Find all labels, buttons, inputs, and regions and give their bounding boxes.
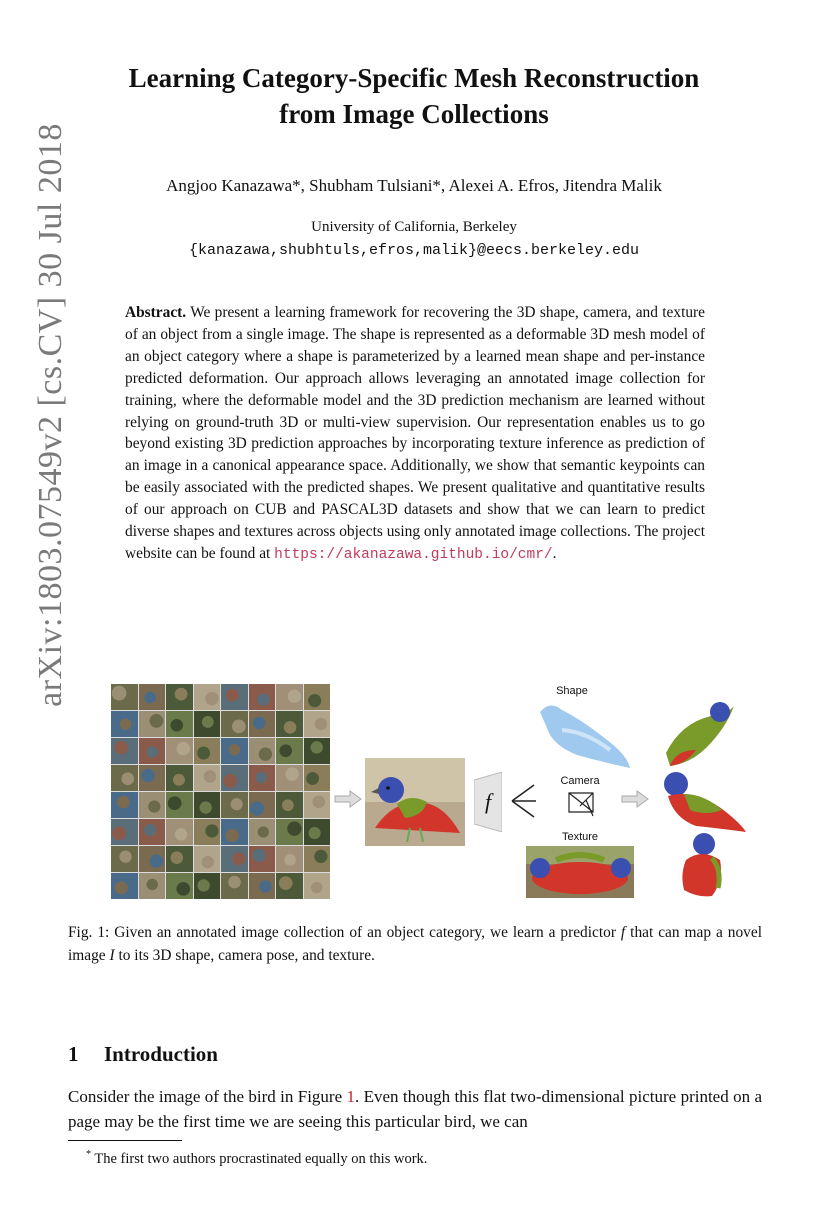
camera-icon — [566, 790, 596, 818]
collection-thumbnail — [249, 711, 276, 737]
collection-thumbnail — [166, 738, 193, 764]
intro-paragraph — [68, 1084, 762, 1134]
intro-part-2: . Even though this flat two-dimensional picture printed on a page may be the first time we are seeing this particular bird, we can — [68, 1087, 762, 1131]
collection-thumbnail — [276, 873, 303, 899]
collection-thumbnail — [166, 846, 193, 872]
collection-thumbnail — [304, 738, 331, 764]
abstract — [125, 302, 705, 567]
label-texture: Texture — [561, 831, 599, 843]
authors: Angjoo Kanazawa*, Shubham Tulsiani*, Alexei A. Efros, Jitendra Malik — [166, 176, 662, 195]
caption-prefix: Fig. 1: — [68, 924, 110, 941]
abstract-text: We present a learning framework for recovering the 3D shape, camera, and texture of an object from a single image. The shape is represented as a deformable 3D mesh model of an object category where a shape is parameterized by a learned mean shape and per-instance predicted deformation. Our approach allows leveraging an annotated image collection for training, where the deformable model and the 3D prediction mechanism are learned without relying on ground-truth 3D or multi-view supervision. Our representation enables us to go beyond existing 3D prediction approaches by incorporating texture inference as prediction of an image in a canonical appearance space. Additionally, we show that semantic keypoints can be easily associated with the predicted shapes. We present qualitative and quantitative results of our approach on CUB and PASCAL3D datasets and show that we can learn to predict diverse shapes and textures across objects using only annotated image collections. The project website can be found at — [125, 304, 705, 562]
collection-thumbnail — [276, 711, 303, 737]
predictor-symbol: f — [484, 789, 492, 814]
collection-thumbnail — [166, 819, 193, 845]
collection-thumbnail — [139, 738, 166, 764]
collection-thumbnail — [249, 738, 276, 764]
predictor-label-wrap — [474, 772, 502, 832]
caption-part-3: to its 3D shape, camera pose, and texture. — [118, 947, 375, 964]
collection-thumbnail — [221, 711, 248, 737]
intro-part-1: Consider the image of the bird in Figure — [68, 1087, 343, 1106]
collection-thumbnail — [111, 765, 138, 791]
collection-thumbnail — [221, 684, 248, 710]
collection-thumbnail — [221, 765, 248, 791]
collection-thumbnail — [194, 819, 221, 845]
novel-bird-photo — [365, 758, 465, 846]
caption-i: I — [109, 947, 115, 964]
collection-thumbnail — [304, 846, 331, 872]
arrow-right-icon — [620, 790, 650, 808]
branch-arrows-icon — [508, 783, 538, 819]
collection-thumbnail — [194, 846, 221, 872]
collection-thumbnail — [194, 711, 221, 737]
collection-thumbnail — [221, 792, 248, 818]
collection-thumbnail — [166, 765, 193, 791]
footnote-text: The first two authors procrastinated equally on this work. — [94, 1150, 428, 1167]
project-url-link[interactable]: https://akanazawa.github.io/cmr/ — [274, 546, 553, 563]
arxiv-stamp — [26, 55, 76, 775]
collection-thumbnail — [111, 792, 138, 818]
collection-thumbnail — [221, 819, 248, 845]
footnote — [86, 1149, 427, 1168]
image-collection-grid — [111, 684, 330, 899]
collection-thumbnail — [276, 765, 303, 791]
textured-mesh-view-1 — [656, 698, 738, 770]
figure-reference-link[interactable]: 1 — [346, 1087, 355, 1106]
caption-f: f — [620, 924, 626, 941]
section-number: 1 — [68, 1042, 79, 1066]
collection-thumbnail — [249, 765, 276, 791]
collection-thumbnail — [304, 711, 331, 737]
affiliation: University of California, Berkeley — [311, 219, 517, 235]
figure-caption — [68, 921, 762, 967]
collection-thumbnail — [166, 684, 193, 710]
title-line-2: from Image Collections — [279, 99, 549, 129]
label-shape: Shape — [556, 685, 588, 697]
collection-thumbnail — [304, 819, 331, 845]
collection-thumbnail — [139, 684, 166, 710]
arrow-right-icon — [333, 790, 363, 808]
collection-thumbnail — [139, 711, 166, 737]
collection-thumbnail — [304, 684, 331, 710]
collection-thumbnail — [276, 792, 303, 818]
textured-mesh-view-2 — [656, 768, 748, 838]
collection-thumbnail — [139, 792, 166, 818]
collection-thumbnail — [194, 792, 221, 818]
collection-thumbnail — [304, 873, 331, 899]
collection-thumbnail — [249, 846, 276, 872]
collection-thumbnail — [111, 873, 138, 899]
abstract-end: . — [552, 544, 557, 562]
collection-thumbnail — [304, 765, 331, 791]
collection-thumbnail — [249, 873, 276, 899]
collection-thumbnail — [111, 684, 138, 710]
collection-thumbnail — [221, 738, 248, 764]
collection-thumbnail — [249, 792, 276, 818]
collection-thumbnail — [194, 684, 221, 710]
mean-shape-mesh — [532, 700, 632, 770]
paper-title — [90, 60, 738, 132]
collection-thumbnail — [221, 846, 248, 872]
collection-thumbnail — [194, 765, 221, 791]
collection-thumbnail — [276, 846, 303, 872]
collection-thumbnail — [111, 846, 138, 872]
section-title: Introduction — [104, 1042, 218, 1066]
section-heading — [68, 1042, 218, 1067]
collection-thumbnail — [166, 873, 193, 899]
title-line-1: Learning Category-Specific Mesh Reconstruction — [128, 63, 700, 93]
collection-thumbnail — [139, 873, 166, 899]
collection-thumbnail — [304, 792, 331, 818]
collection-thumbnail — [111, 711, 138, 737]
collection-thumbnail — [276, 738, 303, 764]
collection-thumbnail — [139, 819, 166, 845]
collection-thumbnail — [166, 792, 193, 818]
collection-thumbnail — [249, 819, 276, 845]
footnote-rule — [68, 1140, 182, 1141]
author-emails: {kanazawa,shubhtuls,efros,malik}@eecs.berkeley.edu — [188, 242, 640, 259]
collection-thumbnail — [221, 873, 248, 899]
collection-thumbnail — [276, 684, 303, 710]
collection-thumbnail — [194, 873, 221, 899]
collection-thumbnail — [166, 711, 193, 737]
texture-map — [526, 846, 634, 898]
abstract-label: Abstract. — [125, 304, 187, 321]
collection-thumbnail — [111, 819, 138, 845]
caption-part-2: that can map a novel image — [68, 924, 762, 964]
collection-thumbnail — [139, 846, 166, 872]
collection-thumbnail — [276, 819, 303, 845]
collection-thumbnail — [249, 684, 276, 710]
footnote-mark: * — [86, 1149, 91, 1160]
collection-thumbnail — [111, 738, 138, 764]
collection-thumbnail — [194, 738, 221, 764]
label-camera: Camera — [560, 775, 600, 787]
caption-part-1: Given an annotated image collection of an object category, we learn a predictor — [114, 924, 616, 941]
arxiv-stamp-text: arXiv:1803.07549v2 [cs.CV] 30 Jul 2018 — [32, 123, 69, 707]
textured-mesh-view-3 — [672, 830, 732, 898]
collection-thumbnail — [139, 765, 166, 791]
